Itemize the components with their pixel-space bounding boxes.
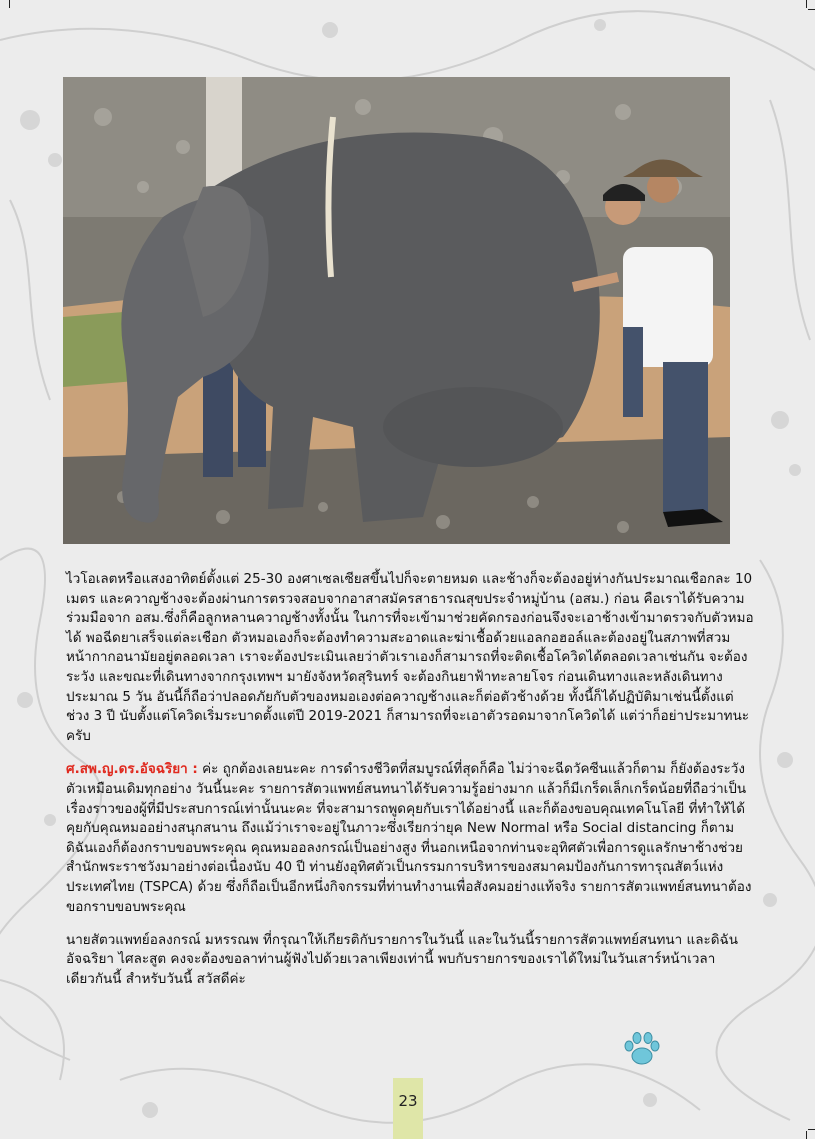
paw-icon [622,1030,662,1068]
crop-mark-bottom-right [806,1131,807,1139]
paragraph-3: นายสัตวแพทย์อลงกรณ์ มหรรณพ ที่กรุณาให้เกียรติกับรายการในวันนี้ และในวันนี้รายการสัตวแพทย์สนทนา และดิฉันอัจฉริยา ไศละสูต คงจะต้องขอลาท่านผู้ฟังไปด้วยเวลาเพียงเท่านี้ พบกับรายการของเราได้ใหม่ในวันเสาร์หน้าเวลาเดียวกันนี้ สำหรับวันนี้ สวัสดีค่ะ [66,931,738,987]
article-body [66,570,756,989]
crop-mark-top-left [9,0,10,8]
paragraph-2-text: ค่ะ ถูกต้องเลยนะคะ การดำรงชีวิตที่สมบูรณ์ที่สุดก็คือ ไม่ว่าจะฉีดวัคซีนแล้วก็ตาม ก็ยังต้องระวังตัวเหมือนเดิมทุกอย่าง วันนี้นะคะ รายการสัตวแพทย์สนทนาได้รับความรู้อย่างมาก แล้วก็มีเกร็ดเล็กเกร็ดน้อยที่ถือว่าเป็นเรื่องราวของผู้ที่มีประสบการณ์เท่านั้นนะคะ ที่จะสามารถพูดคุยกับเราได้อย่างนี้ และก็ต้องขอบคุณเทคโนโลยี ที่ทำให้ได้คุยกับคุณหมออย่างสนุกสนาน ถึงแม้ว่าเราจะอยู่ในภาวะซึ่งเรียกว่ายุค New Normal หรือ Social distancing ก็ตาม ดิฉันเองก็ต้องกราบขอบพระคุณ คุณหมออลงกรณ์เป็นอย่างสูง ที่นอกเหนือจากท่านจะอุทิศตัวเพื่อการดูแลรักษาช้างช่วยสำนักพระราชวังมาอย่างต่อเนื่องนับ 40 ปี ท่านยังอุทิศตัวเป็นกรรมการบริหารของสมาคมป้องกันการทารุณสัตว์แห่งประเทศไทย (TSPCA) ด้วย ซึ่งก็ถือเป็นอีกหนึ่งกิจกรรมที่ท่านทำงานเพื่อสังคมอย่างแท้จริง รายการสัตวแพทย์สนทนาต้องขอกราบขอบพระคุณ [66,761,752,915]
page-number: 23 [398,1092,418,1110]
crop-mark-top-right-h [808,9,815,10]
crop-mark-bottom-right-h [808,1129,815,1130]
paragraph-2 [66,760,756,917]
paragraph-1: ไวโอเลตหรือแสงอาทิตย์ตั้งแต่ 25-30 องศาเซลเซียสขึ้นไปก็จะตายหมด และช้างก็จะต้องอยู่ห่างกันประมาณเชือกละ 10 เมตร และควาญช้างจะต้องผ่านการตรวจสอบจากอาสาสมัครสาธารณสุขประจำหมู่บ้าน (อสม.) ก่อน คือเราได้รับความร่วมมือจาก อสม.ซึ่งก็คือลูกหลานควาญช้างทั้งนั้น ในการที่จะเข้ามาช่วยคัดกรองก่อนจึงจะเอาช้างเข้ามาตรวจกับตัวหมอได้ พอฉีดยาเสร็จแต่ละเชือก ตัวหมอเองก็จะต้องทำความสะอาดและฆ่าเชื้อด้วยแอลกอฮอล์และต้องอยู่ในสภาพที่สวมหน้ากากอนามัยอยู่ตลอดเวลา เราจะต้องประเมินเลยว่าตัวเราเองก็สามารถที่จะติดเชื้อโควิดได้ตลอดเวลาเช่นกัน จะต้องระวัง และขณะที่เดินทางจากกรุงเทพฯ มายังจังหวัดสุรินทร์ จะต้องกินยาฟ้าทะลายโจร ก่อนเดินทางและหลังเดินทางประมาณ 5 วัน อันนี้ก็ถือว่าปลอดภัยกับตัวของหมอเองต่อควาญช้างและก็ต่อตัวช้างด้วย ทั้งนี้ก็ได้ปฏิบัติมาเช่นนี้ตั้งแต่ช่วง 3 ปี นับตั้งแต่โควิดเริ่มระบาดตั้งแต่ปี 2019-2021 ก็สามารถที่จะเอาตัวรอดมาจากโควิดได้ แต่ว่าก็อย่าประมาทนะครับ [66,571,754,744]
crop-mark-top-right [806,0,807,8]
speaker-label: ศ.สพ.ญ.ดร.อัจฉริยา : [66,761,198,778]
elephant-photo [63,77,730,544]
